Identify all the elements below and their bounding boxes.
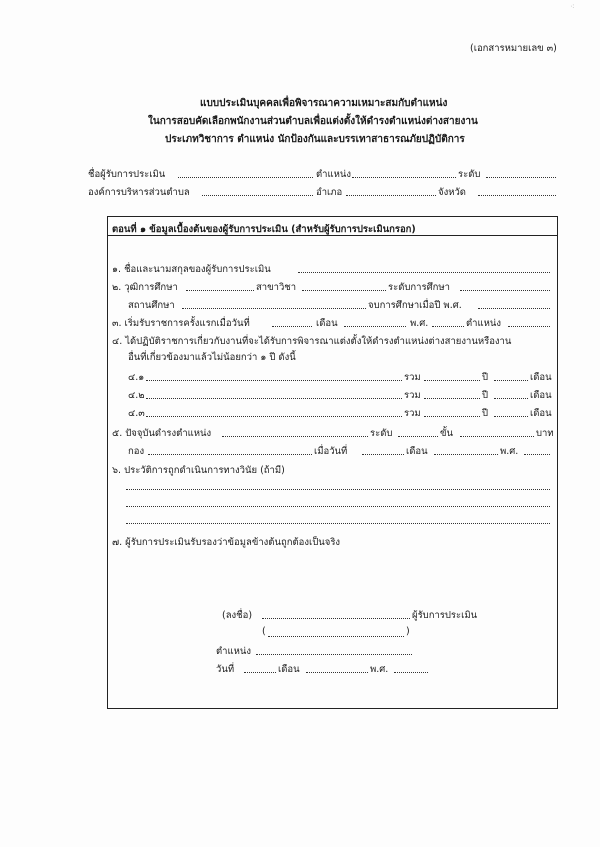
field-sub-item-desc[interactable] [146,379,402,381]
label-since-month: เดือน [406,446,428,457]
label-month: เดือน [530,408,552,419]
field-sign-year[interactable] [394,671,428,673]
label-total: รวม [404,408,421,419]
label-edu-level: ระดับการศึกษา [388,282,450,293]
label-sign-date: วันที่ [216,664,235,675]
sub-item-label: ๔.๑ [128,372,145,383]
field-since-date[interactable] [362,453,404,455]
field-district[interactable] [346,194,436,196]
label-total: รวม [404,390,421,401]
label-start-year: พ.ศ. [410,318,429,329]
label-division: กอง [128,446,145,457]
field-sign-position[interactable] [256,653,412,655]
title-line-3: ประเภทวิชาการ ตำแหน่ง นักป้องกันและบรรเทาสาธารณภัยปฏิบัติการ [165,134,465,145]
label-total: รวม [404,372,421,383]
field-province[interactable] [478,194,556,196]
field-sub-item-years[interactable] [424,397,480,399]
label-assessee: ผู้รับการประเมิน [412,610,478,621]
field-assessee-name[interactable] [178,176,313,178]
label-sign-month: เดือน [278,664,300,675]
field-sub-item-years[interactable] [424,415,480,417]
label-major: สาขาวิชา [256,282,297,293]
field-printed-name[interactable] [268,635,404,637]
item-7-label: ๗. ผู้รับการประเมินรับรองว่าข้อมูลข้างต้นถูกต้องเป็นจริง [112,537,341,548]
label-since-year: พ.ศ. [500,446,519,457]
field-division[interactable] [148,453,312,455]
title-line-2: ในการสอบคัดเลือกพนักงานส่วนตำบลเพื่อแต่งตั้งให้ดำรงตำแหน่งต่างสายงาน [148,116,478,127]
field-position[interactable] [352,176,456,178]
label-assessee-name: ชื่อผู้รับการประเมิน [88,169,166,180]
label-year: ปี [482,408,489,419]
field-grad-year[interactable] [478,307,550,309]
label-baht: บาท [536,428,554,439]
field-discipline-line-3[interactable] [126,522,550,524]
doc-number: (เอกสารหมายเลข ๓) [470,43,557,54]
label-institution: สถานศึกษา [128,300,175,311]
field-sub-item-months[interactable] [494,397,528,399]
sub-item-label: ๔.๒ [128,390,145,401]
field-sign-day[interactable] [244,671,276,673]
label-org: องค์การบริหารส่วนตำบล [88,187,190,198]
item-3-label: ๓. เริ่มรับราชการครั้งแรกเมื่อวันที่ [112,318,250,329]
field-sub-item-desc[interactable] [146,397,402,399]
item-2-label: ๒. วุฒิการศึกษา [112,282,178,293]
field-start-day[interactable] [272,325,312,327]
item-4-line-2: อื่นที่เกี่ยวข้องมาแล้วไม่น้อยกว่า ๑ ปี ดังนี้ [128,352,296,363]
label-year: ปี [482,390,489,401]
paren-close: ) [406,626,410,637]
field-sign-month[interactable] [306,671,368,673]
item-1-label: ๑. ชื่อและนามสกุลของผู้รับการประเมิน [112,264,271,275]
field-discipline-line-1[interactable] [126,488,550,490]
label-district: อำเภอ [316,187,343,198]
label-grad-year: จบการศึกษาเมื่อปี พ.ศ. [368,300,462,311]
field-level[interactable] [486,176,556,178]
field-institution[interactable] [182,307,366,309]
field-start-position[interactable] [508,325,550,327]
label-level: ระดับ [458,169,481,180]
paren-open: ( [262,626,266,637]
field-degree[interactable] [186,289,254,291]
field-start-year[interactable] [432,325,464,327]
label-province: จังหวัด [438,187,466,198]
field-current-level[interactable] [398,435,438,437]
field-signature[interactable] [262,617,410,619]
title-line-1: แบบประเมินบุคคลเพื่อพิจารณาความเหมาะสมกับตำแหน่ง [200,98,448,109]
field-edu-level[interactable] [460,289,550,291]
field-org[interactable] [202,194,313,196]
field-discipline-line-2[interactable] [126,505,550,507]
sub-item-label: ๔.๓ [128,408,145,419]
field-since-year[interactable] [524,453,550,455]
field-since-month[interactable] [434,453,498,455]
label-start-month: เดือน [316,318,338,329]
label-start-position: ตำแหน่ง [466,318,502,329]
field-major[interactable] [302,289,386,291]
label-sign: (ลงชื่อ) [222,610,253,621]
field-sub-item-months[interactable] [494,415,528,417]
label-sign-year: พ.ศ. [370,664,389,675]
field-sub-item-desc[interactable] [146,415,402,417]
item-5-label: ๕. ปัจจุบันดำรงตำแหน่ง [112,428,212,439]
field-start-month[interactable] [344,325,406,327]
field-salary[interactable] [460,435,534,437]
field-current-position[interactable] [222,435,368,437]
item-4-line-1: ๔. ได้ปฏิบัติราชการเกี่ยวกับงานที่จะได้รับการพิจารณาแต่งตั้งให้ดำรงตำแหน่งต่างสายงานหรืองาน [112,336,512,347]
label-sign-position: ตำแหน่ง [216,646,252,657]
label-position: ตำแหน่ง [316,169,352,180]
label-current-level: ระดับ [370,428,393,439]
field-sub-item-months[interactable] [494,379,528,381]
field-full-name[interactable] [298,271,550,273]
label-month: เดือน [530,372,552,383]
scan-mark: ⁖ [570,2,575,11]
label-month: เดือน [530,390,552,401]
label-year: ปี [482,372,489,383]
label-since-date: เมื่อวันที่ [314,446,348,457]
item-6-label: ๖. ประวัติการถูกดำเนินการทางวินัย (ถ้ามี) [112,465,285,476]
label-step: ขั้น [440,428,453,439]
field-sub-item-years[interactable] [424,379,480,381]
section-1-heading: ตอนที่ ๑ ข้อมูลเบื้องต้นของผู้รับการประเมิน (สำหรับผู้รับการประเมินกรอก) [112,224,416,235]
